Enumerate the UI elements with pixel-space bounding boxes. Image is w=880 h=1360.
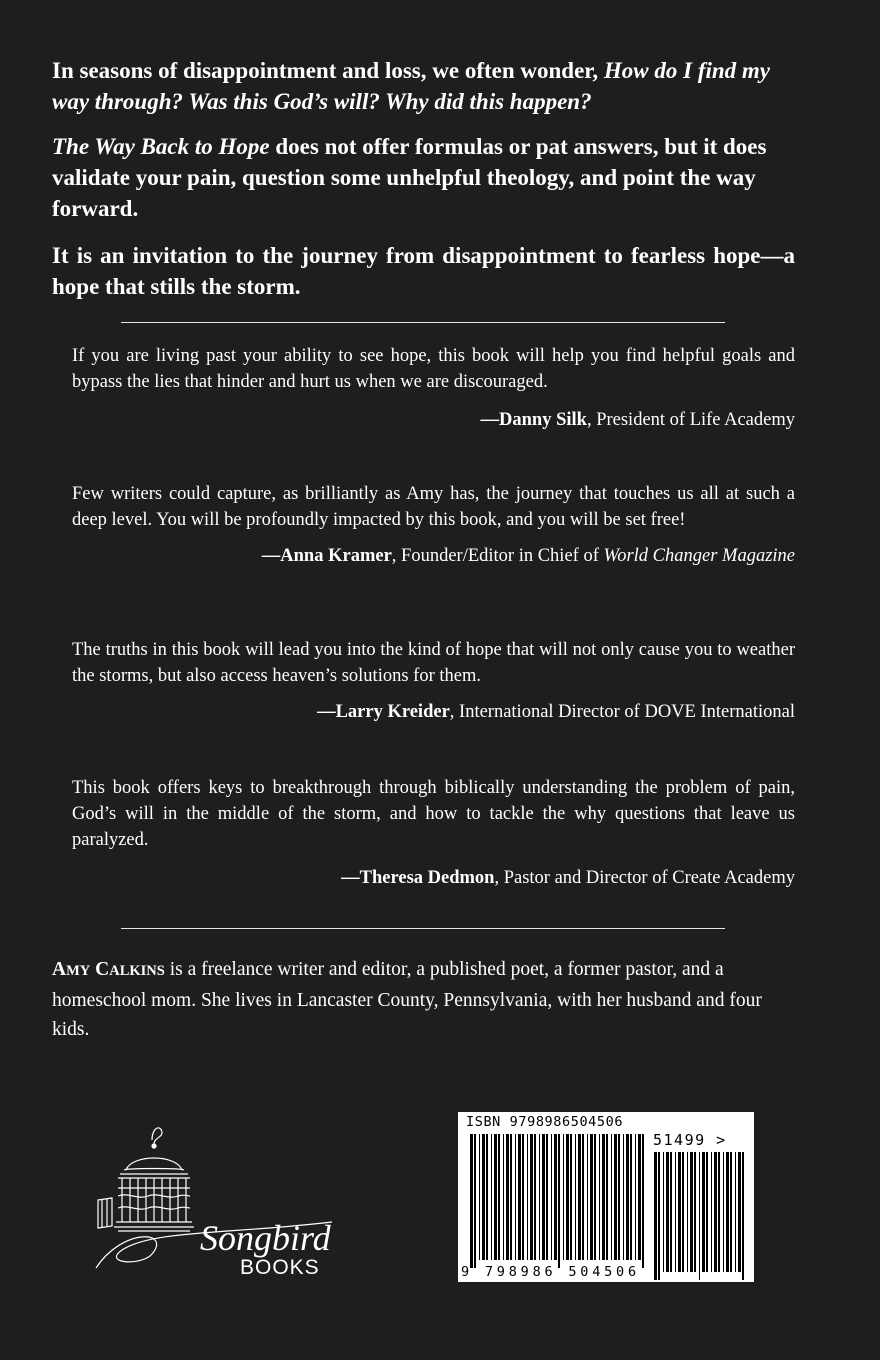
endorsement-3 [72, 637, 795, 725]
barcode-bar [742, 1152, 744, 1280]
intro-paragraph-2: The Way Back to Hope does not offer formulas or pat answers, but it does validate your pain, question some unhelpful theology, and point the way forward. [52, 134, 767, 221]
barcode-bar [530, 1134, 533, 1260]
intro-paragraph-1: In seasons of disappointment and loss, we often wonder, How do I find my way through? Was this God’s will? Why did this happen? [52, 58, 771, 114]
barcode-bar [594, 1134, 596, 1260]
author-name: AMY CALKINS [52, 959, 165, 980]
barcode-bar [690, 1152, 693, 1272]
divider-bottom [121, 928, 725, 929]
barcode-bar [522, 1134, 524, 1260]
barcode-bar [630, 1134, 632, 1260]
barcode-bar [711, 1152, 712, 1272]
barcode-bar [706, 1152, 708, 1272]
author-bio: AMY CALKINS is a freelance writer and editor, a published poet, a former pastor, and a homeschool mom. She lives in Lancaster County, Pennsylvania, with her husband and four kids. [52, 959, 762, 1040]
barcode-bar [723, 1152, 724, 1272]
barcode-bar [730, 1152, 732, 1272]
barcode-bar [606, 1134, 608, 1260]
barcode-bar [558, 1134, 560, 1268]
barcode-bar [503, 1134, 504, 1260]
barcode-bar [539, 1134, 540, 1260]
barcode-bar [658, 1152, 660, 1280]
barcode-bar [611, 1134, 612, 1260]
isbn-label: ISBN 9798986504506 [466, 1114, 624, 1130]
barcode-bar [546, 1134, 548, 1260]
barcode-bar [682, 1152, 684, 1272]
barcode-bar [635, 1134, 636, 1260]
barcode-bar [479, 1134, 480, 1260]
barcode-bar [602, 1134, 605, 1260]
logo-caps: BOOKS [240, 1256, 320, 1278]
endorsement-attribution: —Theresa Dedmon, Pastor and Director of Create Academy [341, 868, 795, 888]
barcode-bar [554, 1134, 557, 1260]
barcode-bar [518, 1134, 521, 1260]
barcode-bar [670, 1152, 672, 1272]
barcode-bar [470, 1134, 473, 1268]
barcode-bar [510, 1134, 512, 1260]
barcode-bar [626, 1134, 629, 1260]
barcode-bar [702, 1152, 705, 1272]
barcode-bar [614, 1134, 617, 1260]
barcode-bar [506, 1134, 509, 1260]
birdcage-icon [82, 1118, 342, 1278]
barcode-bar [534, 1134, 536, 1260]
logo-script: Songbird [200, 1218, 331, 1258]
barcode-bar [578, 1134, 581, 1260]
barcode-bar [618, 1134, 620, 1260]
endorsement-attribution: —Larry Kreider, International Director of DOVE International [317, 702, 795, 722]
barcode-bar [491, 1134, 492, 1260]
barcode-bar [551, 1134, 552, 1260]
endorsement-quote: If you are living past your ability to see hope, this book will help you find helpful goals and bypass the lies that hinder and hurt us when we are discouraged. [72, 346, 795, 392]
barcode-bar [582, 1134, 584, 1260]
endorsement-attribution: —Danny Silk, President of Life Academy [480, 410, 795, 430]
barcode-bar [675, 1152, 676, 1272]
barcode-bar [587, 1134, 588, 1260]
barcode-bar [570, 1134, 572, 1260]
barcode-bar [563, 1134, 564, 1260]
barcode-bar [654, 1152, 657, 1280]
isbn-barcode [458, 1112, 754, 1282]
barcode-bar [599, 1134, 600, 1260]
barcode-bar [498, 1134, 500, 1260]
price-code: 51499 > [653, 1131, 727, 1149]
barcode-bar [738, 1152, 741, 1272]
intro-questions: How do I find my way through? Was this God’s will? Why did this happen? [52, 58, 771, 114]
barcode-bars-icon [458, 1112, 754, 1282]
magazine-title: World Changer Magazine [603, 546, 795, 566]
barcode-bar [590, 1134, 593, 1260]
intro-paragraph-3: It is an invitation to the journey from disappointment to fearless hope—a hope that stills the storm. [52, 243, 795, 299]
barcode-bar [474, 1134, 476, 1268]
barcode-bar [482, 1134, 485, 1260]
barcode-bar [718, 1152, 720, 1272]
endorsement-2 [72, 481, 795, 569]
barcode-bar [486, 1134, 488, 1260]
barcode-bar [527, 1134, 528, 1260]
barcode-bar [575, 1134, 576, 1260]
barcode-bar [714, 1152, 717, 1272]
barcode-bar [699, 1152, 700, 1280]
endorsement-4 [72, 775, 795, 891]
barcode-bar [666, 1152, 669, 1272]
barcode-bar [638, 1134, 641, 1260]
endorsement-1 [72, 343, 795, 433]
endorsement-quote: The truths in this book will lead you into the kind of hope that will not only cause you to weather the storms, but also access heaven’s solutions for them. [72, 640, 795, 686]
barcode-bar [663, 1152, 664, 1272]
barcode-bar [566, 1134, 569, 1260]
barcode-digits: 9 798986 504506 [461, 1264, 640, 1280]
publisher-logo [82, 1118, 342, 1278]
barcode-bar [542, 1134, 545, 1260]
barcode-bar [494, 1134, 497, 1260]
barcode-bar [735, 1152, 736, 1272]
barcode-bar [726, 1152, 729, 1272]
book-title: The Way Back to Hope [52, 134, 270, 159]
barcode-bar [678, 1152, 681, 1272]
barcode-bar [515, 1134, 516, 1260]
endorsement-quote: Few writers could capture, as brilliantly as Amy has, the journey that touches us all at such a deep level. You will be profoundly impacted by this book, and you will be set free! [72, 484, 795, 530]
endorsement-quote: This book offers keys to breakthrough through biblically understanding the problem of pain, God’s will in the middle of the storm, and how to tackle the why questions that leave us paralyzed. [72, 778, 795, 850]
barcode-bar [694, 1152, 696, 1272]
divider-top [121, 322, 725, 323]
endorsement-attribution: —Anna Kramer, Founder/Editor in Chief of World Changer Magazine [261, 546, 795, 566]
barcode-bar [623, 1134, 624, 1260]
barcode-bar [642, 1134, 644, 1268]
barcode-bar [687, 1152, 688, 1272]
